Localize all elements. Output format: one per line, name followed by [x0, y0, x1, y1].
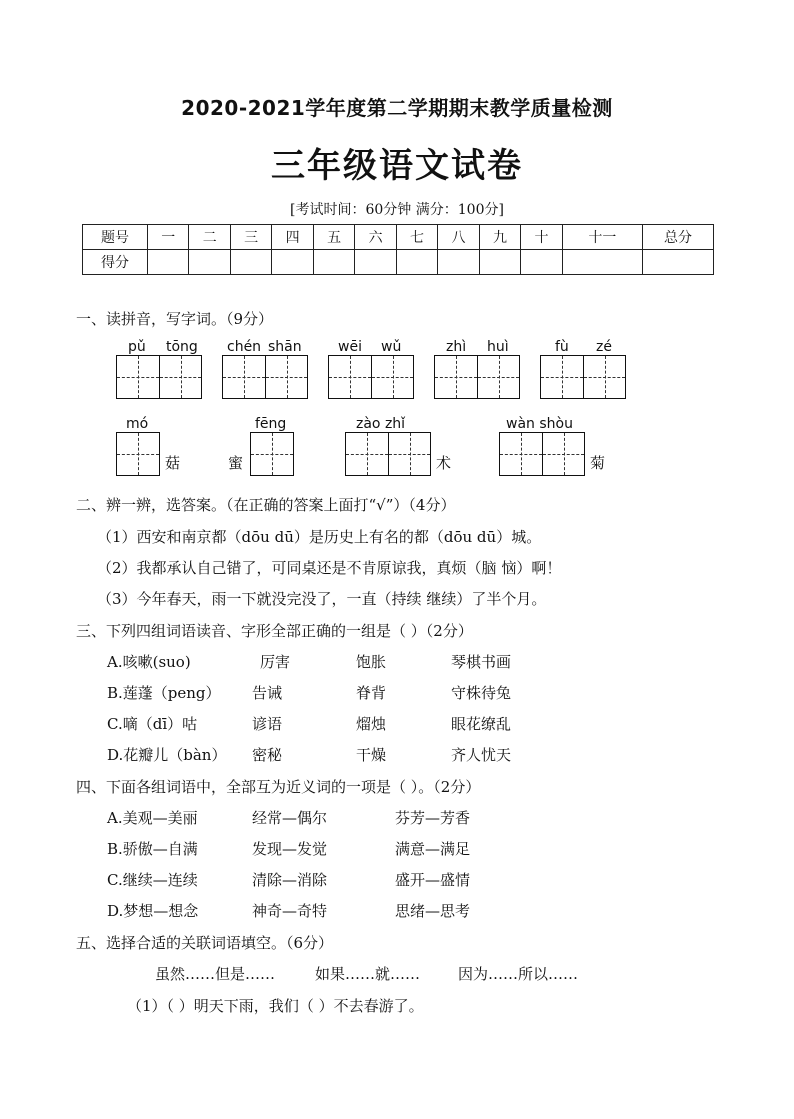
score-cell[interactable]: [148, 250, 189, 275]
q3-word: 眼花缭乱: [451, 715, 512, 733]
score-table-col: 四: [272, 225, 313, 250]
q3-heading: 三、下列四组词语读音、字形全部正确的一组是（ ）（2分）: [76, 622, 473, 640]
given-character: 蜜: [228, 454, 244, 472]
q3-word: 熘烛: [356, 715, 387, 733]
q5-item: （1）（ ）明天下雨，我们（ ）不去春游了。: [127, 997, 424, 1015]
score-cell[interactable]: [521, 250, 562, 275]
q4-word: 思绪—思考: [395, 902, 471, 920]
writing-grid[interactable]: [434, 355, 520, 399]
given-character: 术: [436, 454, 452, 472]
score-cell[interactable]: [230, 250, 271, 275]
score-cell[interactable]: [438, 250, 479, 275]
score-table-col: 九: [479, 225, 520, 250]
score-table-col: 六: [355, 225, 396, 250]
given-character: 菇: [165, 454, 181, 472]
q3-word: 谚语: [252, 715, 283, 733]
q3-word: 干燥: [356, 746, 387, 764]
score-cell[interactable]: [643, 250, 714, 275]
q4-word: 发现—发觉: [252, 840, 328, 858]
q4-option-c[interactable]: C.继续—连续: [107, 871, 198, 889]
q3-option-a[interactable]: A.咳嗽(suo): [107, 653, 191, 671]
score-table-col: 十: [521, 225, 562, 250]
pinyin: wàn shòu: [506, 416, 573, 432]
pinyin: wēi: [338, 339, 362, 355]
score-table-total: 总分: [643, 225, 714, 250]
q2-item: （1）西安和南京都（dōu dū）是历史上有名的都（dōu dū）城。: [97, 528, 542, 546]
q4-word: 经常—偶尔: [252, 809, 328, 827]
q5-choice: 因为……所以……: [458, 965, 579, 983]
q3-option-c[interactable]: C.嘀（dī）咕: [107, 715, 198, 733]
writing-grid[interactable]: [328, 355, 414, 399]
score-cell[interactable]: [562, 250, 642, 275]
score-table-col: 二: [189, 225, 230, 250]
score-table-col: 十一: [562, 225, 642, 250]
score-cell[interactable]: [479, 250, 520, 275]
q4-word: 清除—消除: [252, 871, 328, 889]
score-cell[interactable]: [189, 250, 230, 275]
score-table-col: 七: [396, 225, 437, 250]
q4-word: 盛开—盛情: [395, 871, 471, 889]
q2-heading: 二、辨一辨，选答案。（在正确的答案上面打“√”）（4分）: [76, 496, 456, 514]
writing-grid[interactable]: [222, 355, 308, 399]
writing-grid[interactable]: [116, 432, 160, 476]
exam-header: 2020-2021学年度第二学期期末教学质量检测: [181, 96, 613, 120]
page-title: 三年级语文试卷: [271, 146, 523, 186]
pinyin: chén: [227, 339, 262, 355]
pinyin: zhì: [446, 339, 467, 355]
pinyin: tōng: [166, 339, 198, 355]
score-cell[interactable]: [313, 250, 354, 275]
q1-heading: 一、读拼音，写字词。（9分）: [76, 310, 274, 328]
writing-grid[interactable]: [116, 355, 202, 399]
q3-option-d[interactable]: D.花瓣儿（bàn）: [107, 746, 227, 764]
given-character: 菊: [590, 454, 606, 472]
q3-option-b[interactable]: B.莲蓬（peng）: [107, 684, 221, 702]
pinyin: mó: [126, 416, 149, 432]
score-table-col: 一: [148, 225, 189, 250]
q4-word: 芬芳—芳香: [395, 809, 471, 827]
q3-word: 密秘: [252, 746, 283, 764]
q4-word: 神奇—奇特: [252, 902, 328, 920]
pinyin: zé: [596, 339, 612, 355]
q3-word: 琴棋书画: [451, 653, 512, 671]
q2-item: （2）我都承认自己错了，可同桌还是不肯原谅我，真烦（脑 恼）啊！: [97, 559, 562, 577]
pinyin: wǔ: [381, 339, 402, 355]
q3-word: 厉害: [260, 653, 291, 671]
q3-word: 告诫: [252, 684, 283, 702]
pinyin: huì: [487, 339, 509, 355]
q4-option-b[interactable]: B.骄傲—自满: [107, 840, 198, 858]
q3-word: 饱胀: [356, 653, 387, 671]
pinyin: fù: [555, 339, 569, 355]
writing-grid[interactable]: [250, 432, 294, 476]
score-table-row-label: 得分: [83, 250, 148, 275]
score-table-score-row: [83, 250, 714, 275]
writing-grid[interactable]: [540, 355, 626, 399]
score-cell[interactable]: [272, 250, 313, 275]
score-cell[interactable]: [355, 250, 396, 275]
q4-option-d[interactable]: D.梦想—想念: [107, 902, 199, 920]
pinyin: zào zhǐ: [356, 416, 406, 432]
score-table-col: 八: [438, 225, 479, 250]
q2-item: （3）今年春天，雨一下就没完没了，一直（持续 继续）了半个月。: [97, 590, 547, 608]
score-table-row-label: 题号: [83, 225, 148, 250]
pinyin: shān: [268, 339, 302, 355]
q4-word: 满意—满足: [395, 840, 471, 858]
pinyin: fēng: [255, 416, 287, 432]
q5-heading: 五、选择合适的关联词语填空。（6分）: [76, 934, 334, 952]
score-cell[interactable]: [396, 250, 437, 275]
score-table-header-row: [83, 225, 714, 250]
pinyin: pǔ: [128, 339, 146, 355]
writing-grid[interactable]: [499, 432, 585, 476]
q5-choice: 虽然……但是……: [155, 965, 276, 983]
score-table: [82, 224, 714, 275]
q5-choice: 如果……就……: [315, 965, 421, 983]
q4-heading: 四、下面各组词语中，全部互为近义词的一项是（ ）。（2分）: [76, 778, 481, 796]
score-table-col: 三: [230, 225, 271, 250]
q4-option-a[interactable]: A.美观—美丽: [107, 809, 198, 827]
score-table-col: 五: [313, 225, 354, 250]
writing-grid[interactable]: [345, 432, 431, 476]
q3-word: 守株待兔: [451, 684, 512, 702]
exam-meta: [考试时间：60分钟 满分：100分]: [290, 202, 504, 218]
q3-word: 脊背: [356, 684, 387, 702]
q3-word: 齐人忧天: [451, 746, 512, 764]
